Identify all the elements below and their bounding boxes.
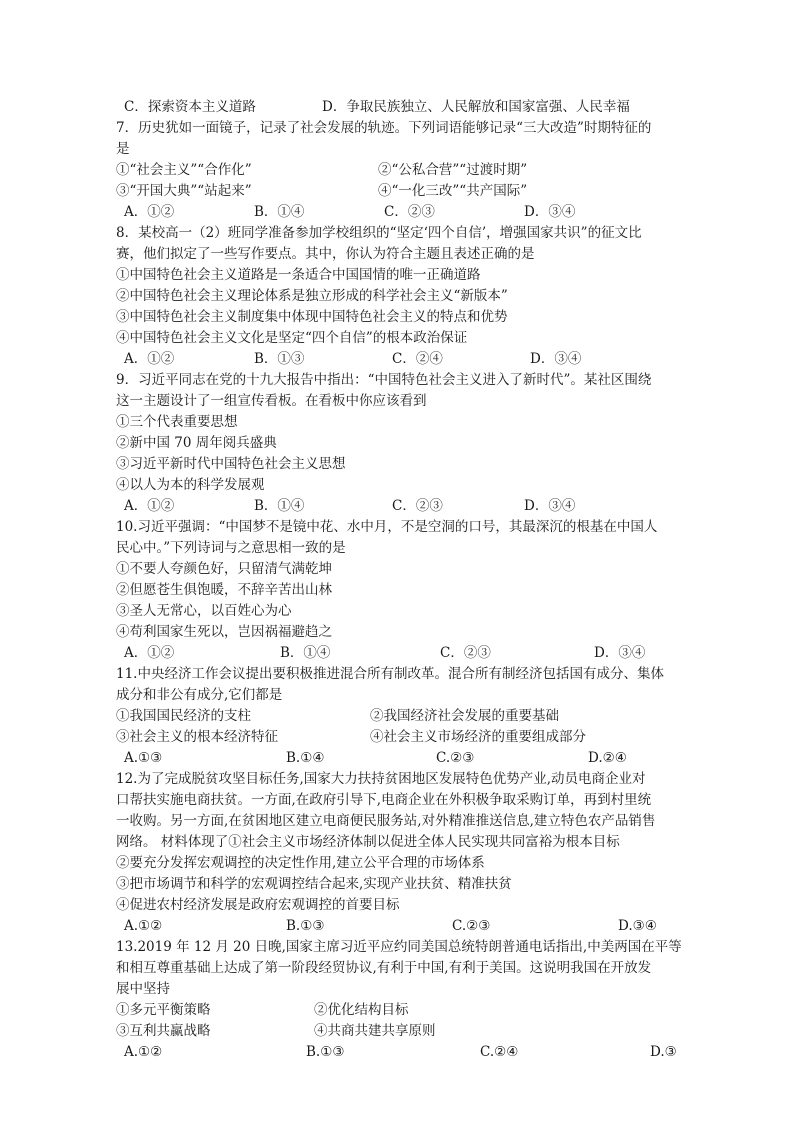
q11-option-a: A.①③ [124, 750, 163, 766]
q10-item-2: ②但愿苍生俱饱暖，不辞辛苦出山林 [116, 582, 332, 598]
q11-item-2: ②我国经济社会发展的重要基础 [370, 708, 559, 724]
q7-option-b: B．①④ [254, 204, 305, 220]
q12-option-c: C.②③ [452, 918, 491, 934]
q9-item-3: ③习近平新时代中国特色社会主义思想 [116, 456, 346, 472]
q11-stem-line-2: 成分和非公有成分,它们都是 [116, 687, 283, 703]
q13-item-4: ④共商共建共享原则 [314, 1023, 436, 1039]
q13-option-c: C.②④ [480, 1044, 519, 1060]
q7-stem-line-1: 7．历史犹如一面镜子，记录了社会发展的轨迹。下列词语能够记录“三大改造”时期特征的 [116, 120, 652, 136]
q12-item-2: ②要充分发挥宏观调控的决定性作用,建立公平合理的市场体系 [116, 855, 485, 871]
q13-stem-line-1: 13.2019 年 12 月 20 日晚,国家主席习近平应约同美国总统特朗普通电话指出,中美两国在平等 [116, 939, 682, 955]
q9-option-c: C．②③ [392, 498, 443, 514]
q8-item-2: ②中国特色社会主义理论体系是独立形成的科学社会主义“新版本” [116, 288, 508, 304]
q8-option-b: B．①③ [254, 351, 305, 367]
q9-item-1: ①三个代表重要思想 [116, 414, 238, 430]
q11-item-1: ①我国国民经济的支柱 [116, 708, 251, 724]
q9-stem-line-1: 9．习近平同志在党的十九大报告中指出：“中国特色社会主义进入了新时代”。某社区围绕 [116, 372, 652, 388]
q10-option-c: C．②③ [440, 645, 491, 661]
q12-stem-line-3: 一收购。另一方面,在贫困地区建立电商便民服务站,对外精准推送信息,建立特色农产品销售 [116, 813, 656, 829]
q10-option-d: D．③④ [594, 645, 646, 661]
q12-stem-line-1: 12.为了完成脱贫攻坚目标任务,国家大力扶持贫困地区发展特色优势产业,动员电商企业对 [116, 771, 646, 787]
q7-item-3: ③“开国大典”“站起来” [116, 183, 252, 199]
q7-option-c: C．②③ [384, 204, 435, 220]
q8-option-d: D．③④ [530, 351, 582, 367]
q9-item-2: ②新中国 70 周年阅兵盛典 [116, 435, 277, 451]
q13-item-1: ①多元平衡策略 [116, 1002, 211, 1018]
q11-option-b: B.①④ [286, 750, 325, 766]
q9-item-4: ④以人为本的科学发展观 [116, 477, 265, 493]
q13-option-b: B.①③ [306, 1044, 345, 1060]
q7-option-a: A．①② [124, 204, 175, 220]
q12-option-b: B.①③ [286, 918, 325, 934]
q13-item-2: ②优化结构目标 [314, 1002, 409, 1018]
q10-stem-line-1: 10.习近平强调：“中国梦不是镜中花、水中月，不是空洞的口号，其最深沉的根基在中国人 [116, 519, 658, 535]
q8-item-3: ③中国特色社会主义制度集中体现中国特色社会主义的特点和优势 [116, 309, 508, 325]
q12-item-4: ④促进农村经济发展是政府宏观调控的首要目标 [116, 897, 400, 913]
q7-stem-line-2: 是 [116, 141, 130, 157]
q10-item-1: ①不要人夸颜色好，只留清气满乾坤 [116, 561, 332, 577]
q12-item-3: ③把市场调节和科学的宏观调控结合起来,实现产业扶贫、精准扶贫 [116, 876, 512, 892]
q13-item-3: ③互利共赢战略 [116, 1023, 211, 1039]
q13-option-a: A.①② [124, 1044, 163, 1060]
q6-option-d: D．争取民族独立、人民解放和国家富强、人民幸福 [322, 99, 630, 115]
q12-stem-line-2: 口帮扶实施电商扶贫。一方面,在政府引导下,电商企业在外积极争取采购订单，再到村里统 [116, 792, 652, 808]
q7-item-2: ②“公私合营”“过渡时期” [378, 162, 528, 178]
q13-stem-line-2: 和相互尊重基础上达成了第一阶段经贸协议,有利于中国,有利于美国。这说明我国在开放发 [116, 960, 652, 976]
q11-option-d: D.②④ [588, 750, 627, 766]
q13-option-d: D.③ [650, 1044, 677, 1060]
q9-option-a: A．①② [124, 498, 175, 514]
q11-stem-line-1: 11.中央经济工作会议提出要积极推进混合所有制改革。混合所有制经济包括国有成分、集体 [116, 666, 664, 682]
q12-option-a: A.①② [124, 918, 163, 934]
q8-option-c: C．②④ [392, 351, 443, 367]
q10-item-3: ③圣人无常心，以百姓心为心 [116, 603, 292, 619]
q12-option-d: D.③④ [618, 918, 657, 934]
q7-item-4: ④“一化三改”“共产国际” [378, 183, 528, 199]
q7-option-d: D．③④ [524, 204, 576, 220]
q9-option-d: D．③④ [524, 498, 576, 514]
q6-option-c: C．探索资本主义道路 [124, 99, 256, 115]
q13-stem-line-3: 展中坚持 [116, 981, 170, 997]
q11-option-c: C.②③ [436, 750, 475, 766]
q8-item-1: ①中国特色社会主义道路是一条适合中国国情的唯一正确道路 [116, 267, 481, 283]
q10-item-4: ④苟利国家生死以，岂因祸福避趋之 [116, 624, 332, 640]
q9-option-b: B．①④ [254, 498, 305, 514]
q10-option-b: B．①④ [280, 645, 331, 661]
q10-option-a: A．①② [124, 645, 175, 661]
q8-stem-line-1: 8．某校高一（2）班同学准备参加学校组织的“坚定‘四个自信’，增强国家共识”的征文比 [116, 225, 642, 241]
q8-item-4: ④中国特色社会主义文化是坚定“四个自信”的根本政治保证 [116, 330, 468, 346]
q11-item-3: ③社会主义的根本经济特征 [116, 729, 278, 745]
q7-item-1: ①“社会主义”“合作化” [116, 162, 252, 178]
q9-stem-line-2: 这一主题设计了一组宣传看板。在看板中你应该看到 [116, 393, 427, 409]
q8-option-a: A．①② [124, 351, 175, 367]
q12-stem-line-4: 网络。 材料体现了①社会主义市场经济体制以促进全体人民实现共同富裕为根本目标 [116, 834, 620, 850]
q8-stem-line-2: 赛，他们拟定了一些写作要点。其中，你认为符合主题且表述正确的是 [116, 246, 535, 262]
q11-item-4: ④社会主义市场经济的重要组成部分 [370, 729, 586, 745]
q10-stem-line-2: 民心中。”下列诗词与之意思相一致的是 [116, 540, 346, 556]
